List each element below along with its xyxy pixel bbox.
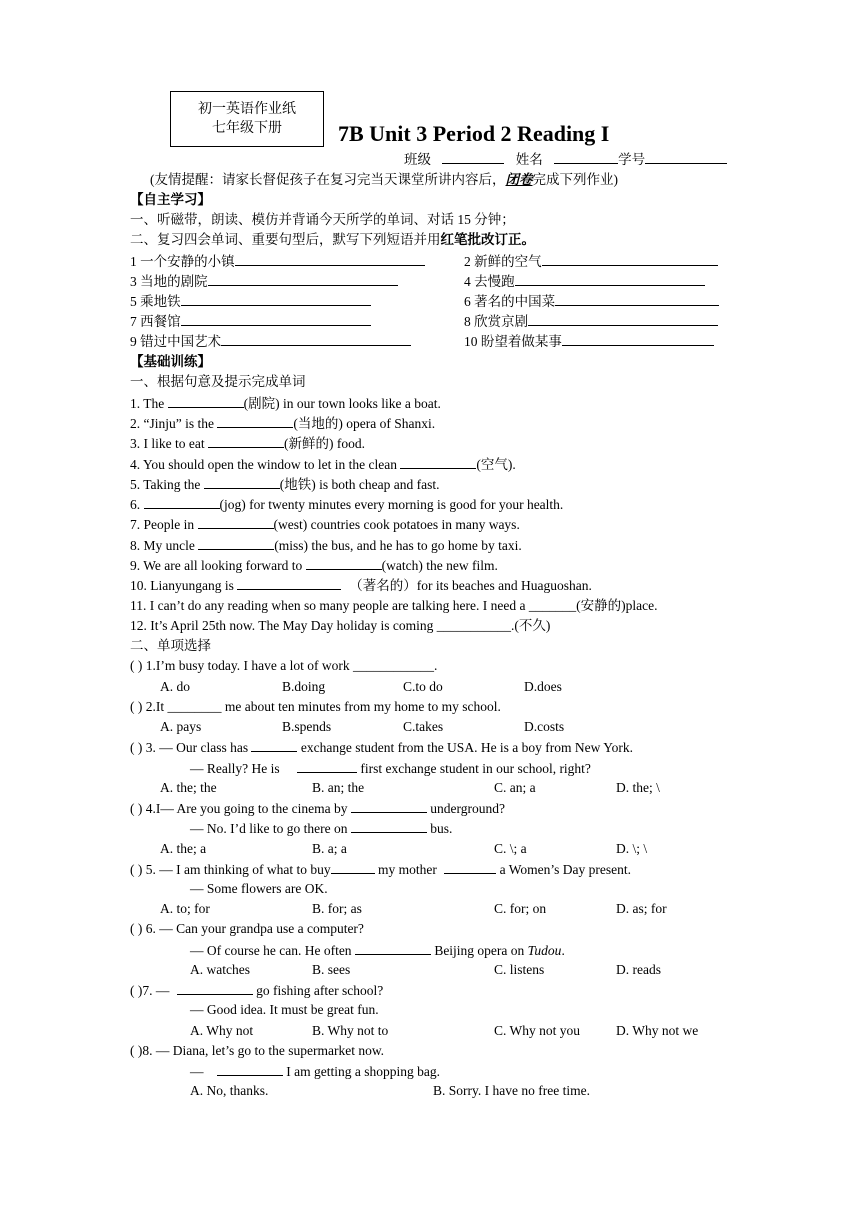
- answer-blank[interactable]: [400, 455, 476, 469]
- student-info-line: [404, 150, 727, 169]
- class-blank[interactable]: [442, 150, 504, 164]
- mc-question-1: ( ) 1.I’m busy today. I have a lot of work ____________.: [130, 658, 438, 673]
- fill-in-item: 6. (jog) for twenty minutes every morning is good for your health.: [130, 497, 564, 512]
- mc-option[interactable]: B. Sorry. I have no free time.: [433, 1083, 590, 1098]
- fill-in-item: 7. People in (west) countries cook potatoes in many ways.: [130, 517, 520, 532]
- phrase-blank[interactable]: [555, 292, 719, 306]
- phrase-blank[interactable]: [515, 272, 705, 286]
- parent-reminder: [150, 171, 618, 189]
- mc-question-4: ( ) 4.I— Are you going to the cinema by underground?: [130, 801, 505, 816]
- mc-option[interactable]: A. the; a: [160, 841, 207, 856]
- mc-option[interactable]: A. pays: [160, 719, 202, 734]
- mc-question-6-reply: — Of course he can. He often Beijing opera on Tudou.: [190, 943, 565, 958]
- answer-blank[interactable]: [306, 556, 382, 570]
- mc-option[interactable]: D. \; \: [616, 841, 648, 856]
- mc-option[interactable]: B. an; the: [312, 780, 365, 795]
- phrase-item: 4 去慢跑: [464, 272, 705, 291]
- phrase-blank[interactable]: [528, 312, 718, 326]
- mc-option[interactable]: C. for; on: [494, 901, 547, 916]
- mc-question-8-reply: — I am getting a shopping bag.: [190, 1064, 440, 1079]
- answer-blank[interactable]: [351, 819, 427, 833]
- course-label-line2: 七年级下册: [212, 121, 282, 136]
- phrase-item: 1 一个安静的小镇: [130, 252, 425, 271]
- course-label-line1: 初一英语作业纸: [198, 102, 296, 117]
- phrase-item: 3 当地的剧院: [130, 272, 398, 291]
- phrase-item: 10 盼望着做某事: [464, 332, 714, 351]
- mc-option[interactable]: B.spends: [282, 719, 332, 734]
- self-study-line1: 一、听磁带，朗读、模仿并背诵今天所学的单词、对话 15 分钟；: [130, 212, 515, 227]
- course-label-box: [170, 91, 324, 147]
- mc-question-5: ( ) 5. — I am thinking of what to buy my mother a Women’s Day present.: [130, 862, 631, 877]
- answer-blank[interactable]: [198, 536, 274, 550]
- answer-blank[interactable]: [217, 1062, 283, 1076]
- answer-blank[interactable]: [198, 515, 274, 529]
- answer-blank[interactable]: [444, 860, 496, 874]
- mc-option[interactable]: A. do: [160, 679, 190, 694]
- mc-question-7: ( )7. — go fishing after school?: [130, 983, 384, 998]
- mc-option[interactable]: A. Why not: [190, 1023, 254, 1038]
- mc-option[interactable]: C. listens: [494, 962, 545, 977]
- mc-question-6: ( ) 6. — Can your grandpa use a computer?: [130, 921, 364, 936]
- answer-blank[interactable]: [297, 759, 357, 773]
- mc-option[interactable]: D.does: [524, 679, 562, 694]
- fill-in-item: 3. I like to eat (新鲜的) food.: [130, 436, 365, 451]
- name-label: 姓名: [515, 152, 543, 167]
- phrase-item: 7 西餐馆: [130, 312, 371, 331]
- phrase-item: 5 乘地铁: [130, 292, 371, 311]
- phrase-item: 9 错过中国艺术: [130, 332, 411, 351]
- part2-title: 二、单项选择: [130, 638, 211, 653]
- mc-option[interactable]: B.doing: [282, 679, 326, 694]
- answer-blank[interactable]: [355, 941, 431, 955]
- section-basic-training-heading: 【基础训练】: [130, 354, 211, 369]
- fill-in-item: 12. It’s April 25th now. The May Day holiday is coming ___________.(不久): [130, 618, 551, 633]
- phrase-blank[interactable]: [562, 332, 714, 346]
- reminder-emphasis: 闭卷: [505, 172, 533, 187]
- mc-option[interactable]: D. Why not we: [616, 1023, 699, 1038]
- mc-option[interactable]: D. reads: [616, 962, 661, 977]
- fill-in-item: 4. You should open the window to let in the clean (空气).: [130, 457, 516, 472]
- fill-in-item: 11. I can’t do any reading when so many people are talking here. I need a _______(安静的)place.: [130, 598, 658, 613]
- mc-option[interactable]: B. Why not to: [312, 1023, 389, 1038]
- phrase-item: 6 著名的中国菜: [464, 292, 719, 311]
- mc-question-5-reply: — Some flowers are OK.: [190, 881, 328, 896]
- mc-option[interactable]: B. sees: [312, 962, 351, 977]
- page-title: 7B Unit 3 Period 2 Reading I: [338, 121, 610, 146]
- number-label: 学号: [618, 152, 646, 167]
- mc-option[interactable]: D. the; \: [616, 780, 660, 795]
- answer-blank[interactable]: [204, 475, 280, 489]
- reminder-text-end: 完成下列作业): [532, 172, 618, 187]
- phrase-blank[interactable]: [542, 252, 718, 266]
- answer-blank[interactable]: [177, 981, 253, 995]
- fill-in-item: 10. Lianyungang is （著名的）for its beaches and Huaguoshan.: [130, 578, 592, 593]
- fill-in-item: 2. “Jinju” is the (当地的) opera of Shanxi.: [130, 416, 436, 431]
- part1-title: 一、根据句意及提示完成单词: [130, 374, 306, 389]
- mc-option[interactable]: C.to do: [403, 679, 443, 694]
- mc-question-8: ( )8. — Diana, let’s go to the supermarket now.: [130, 1043, 385, 1058]
- fill-in-item: 5. Taking the (地铁) is both cheap and fast.: [130, 477, 440, 492]
- mc-option[interactable]: B. a; a: [312, 841, 347, 856]
- answer-blank[interactable]: [351, 799, 427, 813]
- fill-in-item: 9. We are all looking forward to (watch) the new film.: [130, 558, 498, 573]
- mc-question-3: ( ) 3. — Our class has exchange student from the USA. He is a boy from New York.: [130, 740, 634, 755]
- mc-option[interactable]: C.takes: [403, 719, 444, 734]
- fill-in-item: 8. My uncle (miss) the bus, and he has to go home by taxi.: [130, 538, 522, 553]
- name-blank[interactable]: [554, 150, 618, 164]
- class-label: 班级: [404, 152, 431, 167]
- mc-option[interactable]: C. Why not you: [494, 1023, 581, 1038]
- section-self-study-heading: 【自主学习】: [130, 192, 211, 207]
- phrase-blank[interactable]: [181, 312, 371, 326]
- answer-blank[interactable]: [237, 576, 341, 590]
- mc-option[interactable]: D. as; for: [616, 901, 667, 916]
- mc-option[interactable]: C. an; a: [494, 780, 536, 795]
- mc-question-3-reply: — Really? He is first exchange student in our school, right?: [190, 761, 591, 776]
- mc-option[interactable]: A. the; the: [160, 780, 217, 795]
- mc-option[interactable]: C. \; a: [494, 841, 527, 856]
- fill-in-item: 1. The (剧院) in our town looks like a boat.: [130, 396, 441, 411]
- number-blank[interactable]: [645, 150, 727, 164]
- phrase-blank[interactable]: [181, 292, 371, 306]
- mc-option[interactable]: A. to; for: [160, 901, 210, 916]
- phrase-blank[interactable]: [208, 272, 398, 286]
- phrase-blank[interactable]: [235, 252, 425, 266]
- mc-option[interactable]: D.costs: [524, 719, 565, 734]
- self-study-line2-text: 二、复习四会单词、重要句型后，默写下列短语并用: [130, 232, 441, 247]
- mc-option[interactable]: A. No, thanks.: [190, 1083, 269, 1098]
- mc-option[interactable]: B. for; as: [312, 901, 362, 916]
- mc-question-4-reply: — No. I’d like to go there on bus.: [190, 821, 453, 836]
- phrase-blank[interactable]: [221, 332, 411, 346]
- red-pen-note: 红笔批改订正。: [440, 232, 535, 247]
- answer-blank[interactable]: [208, 434, 284, 448]
- phrase-item: 8 欣赏京剧: [464, 312, 718, 331]
- mc-option[interactable]: A. watches: [190, 962, 250, 977]
- self-study-line2: [130, 231, 535, 249]
- phrase-item: 2 新鲜的空气: [464, 252, 718, 271]
- mc-question-7-reply: — Good idea. It must be great fun.: [190, 1002, 379, 1017]
- answer-blank[interactable]: [251, 738, 297, 752]
- answer-blank[interactable]: [217, 414, 293, 428]
- answer-blank[interactable]: [168, 394, 244, 408]
- mc-question-2: ( ) 2.It ________ me about ten minutes from my home to my school.: [130, 699, 501, 714]
- answer-blank[interactable]: [144, 495, 220, 509]
- answer-blank[interactable]: [331, 860, 375, 874]
- reminder-text: (友情提醒：请家长督促孩子在复习完当天课堂所讲内容后，: [150, 172, 506, 187]
